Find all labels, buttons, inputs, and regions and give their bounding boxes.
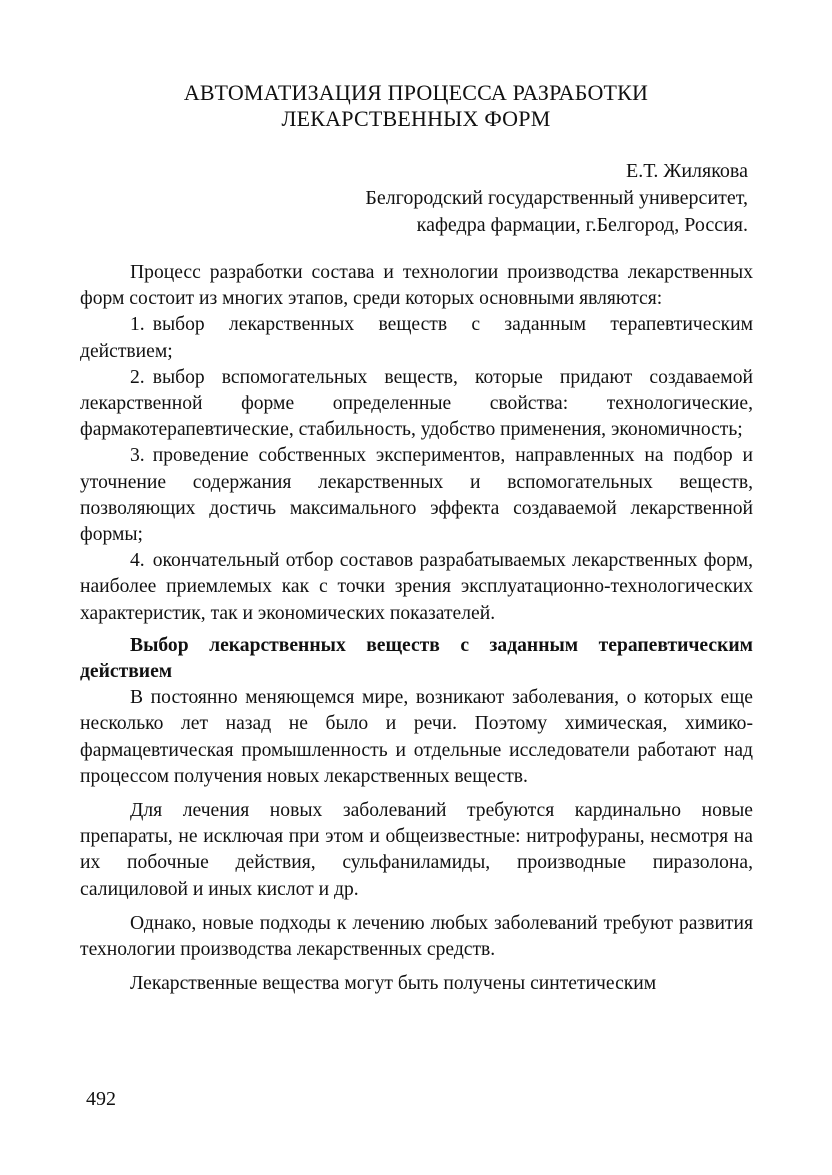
list-item (80, 443, 753, 548)
article-body (80, 260, 753, 997)
stages-list (80, 312, 753, 626)
body-paragraph: Для лечения новых заболеваний требуются кардинально новые препараты, не исключая при этом и общеизвестные: нитрофураны, несмотря на их побочные действия, сульфаниламиды, производные пиразолона, салициловой и иных кислот и др. (80, 800, 753, 900)
list-item-text: выбор лекарственных веществ с заданным терапевтическим действием; (80, 314, 753, 362)
author-block (188, 158, 748, 239)
affiliation-line-1: Белгородский государственный университет, (365, 187, 748, 209)
body-paragraph: Лекарственные вещества могут быть получены синтетическим (130, 973, 657, 995)
list-item-text: проведение собственных экспериментов, направленных на подбор и уточнение содержания лекарственных и вспомогательных веществ, позволяющих достичь максимального эффекта создаваемой лекарственной формы; (80, 445, 753, 546)
affiliation-line-2: кафедра фармации, г.Белгород, Россия. (416, 214, 748, 236)
body-paragraph: В постоянно меняющемся мире, возникают заболевания, о которых еще несколько лет назад не было и речи. Поэтому химическая, химико-фармацевтическая промышленность и отдельные исследователи работают над процессом получения новых лекарственных веществ. (80, 687, 753, 787)
body-paragraph: Однако, новые подходы к лечению любых заболеваний требуют развития технологии производства лекарственных средств. (80, 912, 753, 961)
list-item-text: выбор вспомогательных веществ, которые придают создаваемой лекарственной форме определенные свойства: технологические, фармакотерапевтические, стабильность, удобство применения, экономичность; (80, 366, 753, 441)
list-item (80, 548, 753, 627)
title-line-1: АВТОМАТИЗАЦИЯ ПРОЦЕССА РАЗРАБОТКИ (183, 80, 649, 105)
section-heading: Выбор лекарственных веществ с заданным терапевтическим действием (80, 634, 753, 683)
author-name: Е.Т. Жилякова (626, 160, 748, 182)
list-item-number: 4. (130, 550, 145, 572)
article-title (80, 80, 752, 132)
list-item-number: 1. (130, 314, 145, 336)
title-line-2: ЛЕКАРСТВЕННЫХ ФОРМ (281, 106, 551, 131)
intro-paragraph: Процесс разработки состава и технологии производства лекарственных форм состоит из многих этапов, среди которых основными являются: (80, 262, 753, 310)
list-item (80, 312, 753, 364)
page-number: 492 (86, 1088, 116, 1110)
list-item-text: окончательный отбор составов разрабатываемых лекарственных форм, наиболее приемлемых как с точки зрения эксплуатационно-технологических характеристик, так и экономических показателей. (80, 550, 753, 624)
list-item (80, 365, 753, 444)
list-item-number: 3. (130, 445, 145, 467)
list-item-number: 2. (130, 366, 145, 388)
